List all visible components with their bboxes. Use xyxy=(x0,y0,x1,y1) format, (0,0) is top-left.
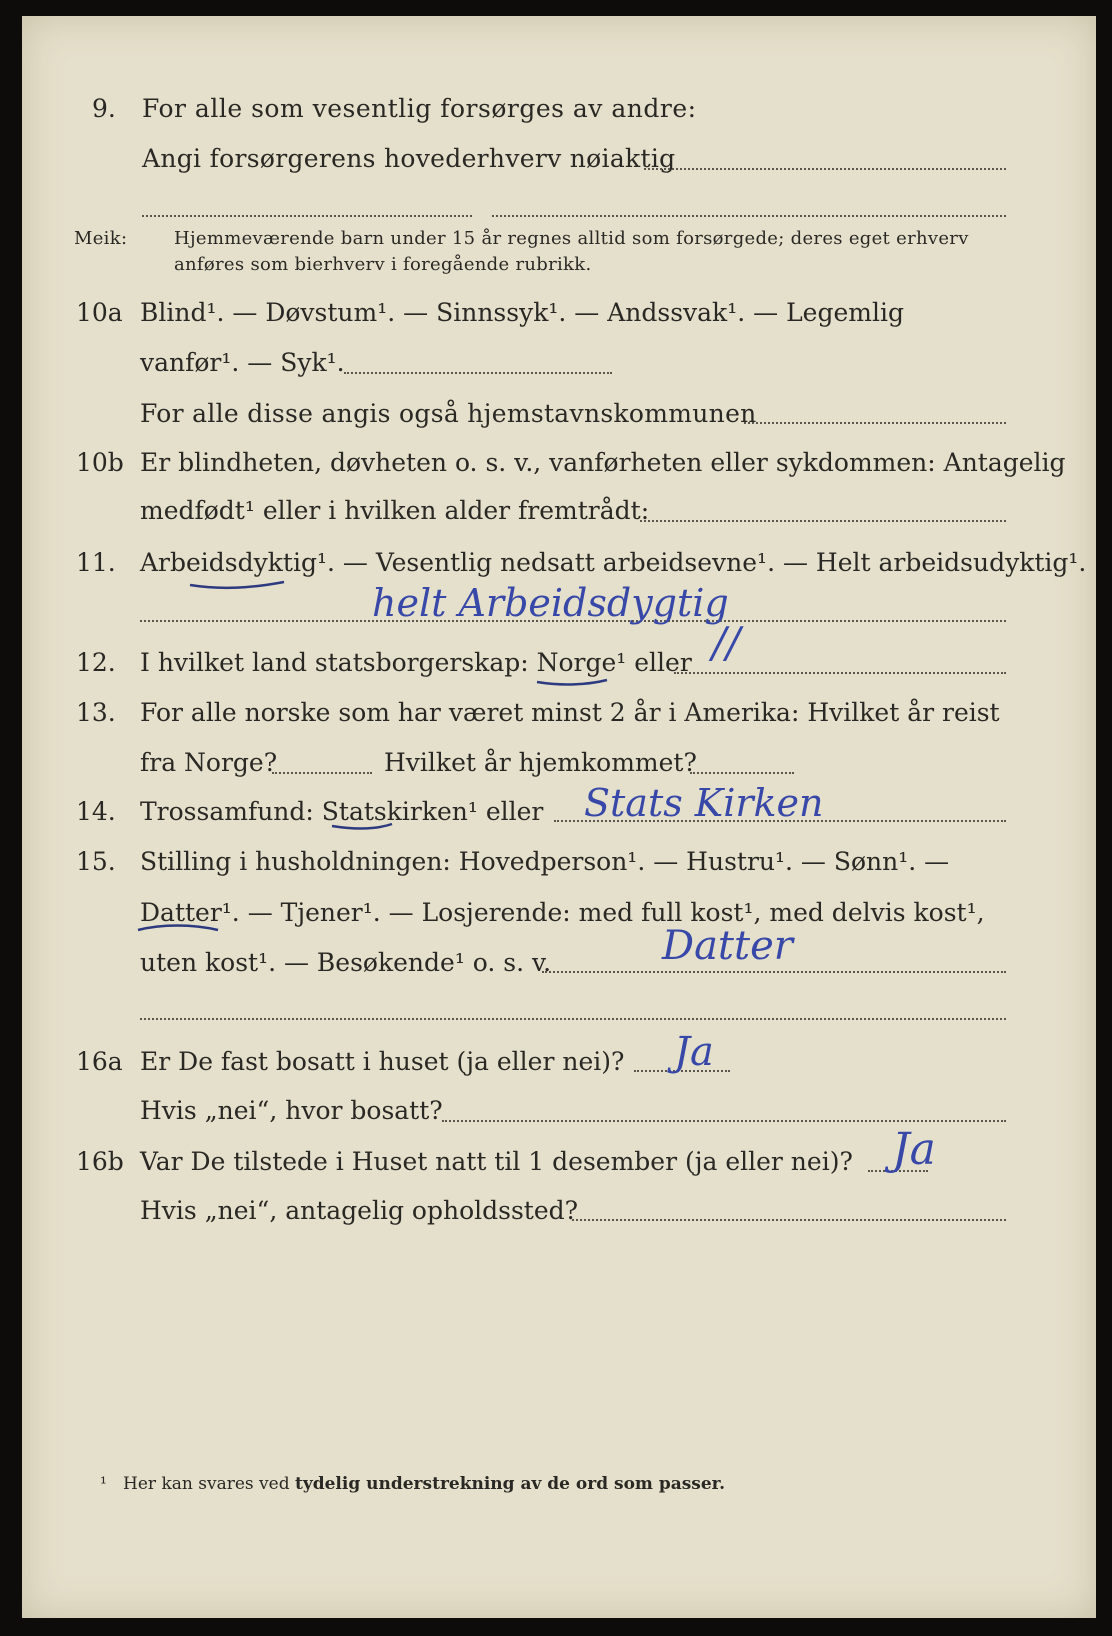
underline-datter xyxy=(138,926,218,931)
q14-handwritten-answer: Stats Kirken xyxy=(584,781,824,825)
q11-handwritten-answer: helt Arbeidsdygtig xyxy=(372,581,729,625)
note-line1: Hjemmeværende barn under 15 år regnes alltid som forsørgede; deres eget erhverv xyxy=(174,228,969,249)
form-page xyxy=(22,16,1096,1618)
q16b-line2: Hvis „nei“, antagelig opholdssted? xyxy=(140,1196,579,1225)
q10b-number: 10b xyxy=(76,448,124,477)
q16a-line2: Hvis „nei“, hvor bosatt? xyxy=(140,1096,443,1125)
q15-handwritten-answer: Datter xyxy=(662,923,793,969)
underline-statskirken xyxy=(332,824,392,828)
q11-number: 11. xyxy=(76,548,116,577)
q12-line1: I hvilket land statsborgerskap: Norge¹ eller xyxy=(140,648,692,677)
underline-arbeidsdyktig xyxy=(190,582,284,588)
q13-line1: For alle norske som har været minst 2 år i Amerika: Hvilket år reist xyxy=(140,698,1000,727)
q16a-number: 16a xyxy=(76,1047,123,1076)
footnote xyxy=(100,1474,725,1494)
handwritten-underlines xyxy=(22,16,1096,1618)
q16a-handwritten-answer: Ja xyxy=(674,1029,714,1075)
footnote-text-b: tydelig understrekning av de ord som passer. xyxy=(294,1474,725,1494)
q12-handwritten-answer: // xyxy=(712,618,741,667)
footnote-mark: ¹ xyxy=(100,1474,107,1494)
q16b-number: 16b xyxy=(76,1147,124,1176)
q13-line2a: fra Norge? xyxy=(140,748,278,777)
q16a-line1: Er De fast bosatt i huset (ja eller nei)? xyxy=(140,1047,625,1076)
q10a-line3: For alle disse angis også hjemstavnskommunen xyxy=(140,399,757,428)
q10b-line1: Er blindheten, døvheten o. s. v., vanførheten eller sykdommen: Antagelig xyxy=(140,448,1066,477)
note-line2: anføres som bierhverv i foregående rubrikk. xyxy=(174,254,592,275)
q10a-number: 10a xyxy=(76,298,123,327)
q13-line2b: Hvilket år hjemkommet? xyxy=(384,748,697,777)
q10a-line1: Blind¹. — Døvstum¹. — Sinnssyk¹. — Andssvak¹. — Legemlig xyxy=(140,298,904,327)
q9-number: 9. xyxy=(92,94,116,123)
q15-line2: Datter¹. — Tjener¹. — Losjerende: med full kost¹, med delvis kost¹, xyxy=(140,898,985,927)
q9-line1: For alle som vesentlig forsørges av andre: xyxy=(142,94,697,123)
q15-line3: uten kost¹. — Besøkende¹ o. s. v. xyxy=(140,948,552,977)
q15-number: 15. xyxy=(76,847,116,876)
q16b-handwritten-answer: Ja xyxy=(892,1124,936,1175)
q15-line1: Stilling i husholdningen: Hovedperson¹. — Hustru¹. — Sønn¹. — xyxy=(140,847,950,876)
underline-norge xyxy=(537,680,607,684)
q14-line1: Trossamfund: Statskirken¹ eller xyxy=(140,797,544,826)
q10b-line2: medfødt¹ eller i hvilken alder fremtrådt: xyxy=(140,496,650,525)
q12-number: 12. xyxy=(76,648,116,677)
q13-number: 13. xyxy=(76,698,116,727)
q16b-line1: Var De tilstede i Huset natt til 1 desember (ja eller nei)? xyxy=(140,1147,853,1176)
q9-line2: Angi forsørgerens hovederhverv nøiaktig xyxy=(142,144,676,173)
footnote-text-a: Her kan svares ved xyxy=(123,1474,290,1494)
q11-line1: Arbeidsdyktig¹. — Vesentlig nedsatt arbeidsevne¹. — Helt arbeidsudyktig¹. xyxy=(140,548,1087,577)
note-label: Meik: xyxy=(74,228,128,249)
q14-number: 14. xyxy=(76,797,116,826)
q10a-line2: vanfør¹. — Syk¹. xyxy=(140,348,345,377)
